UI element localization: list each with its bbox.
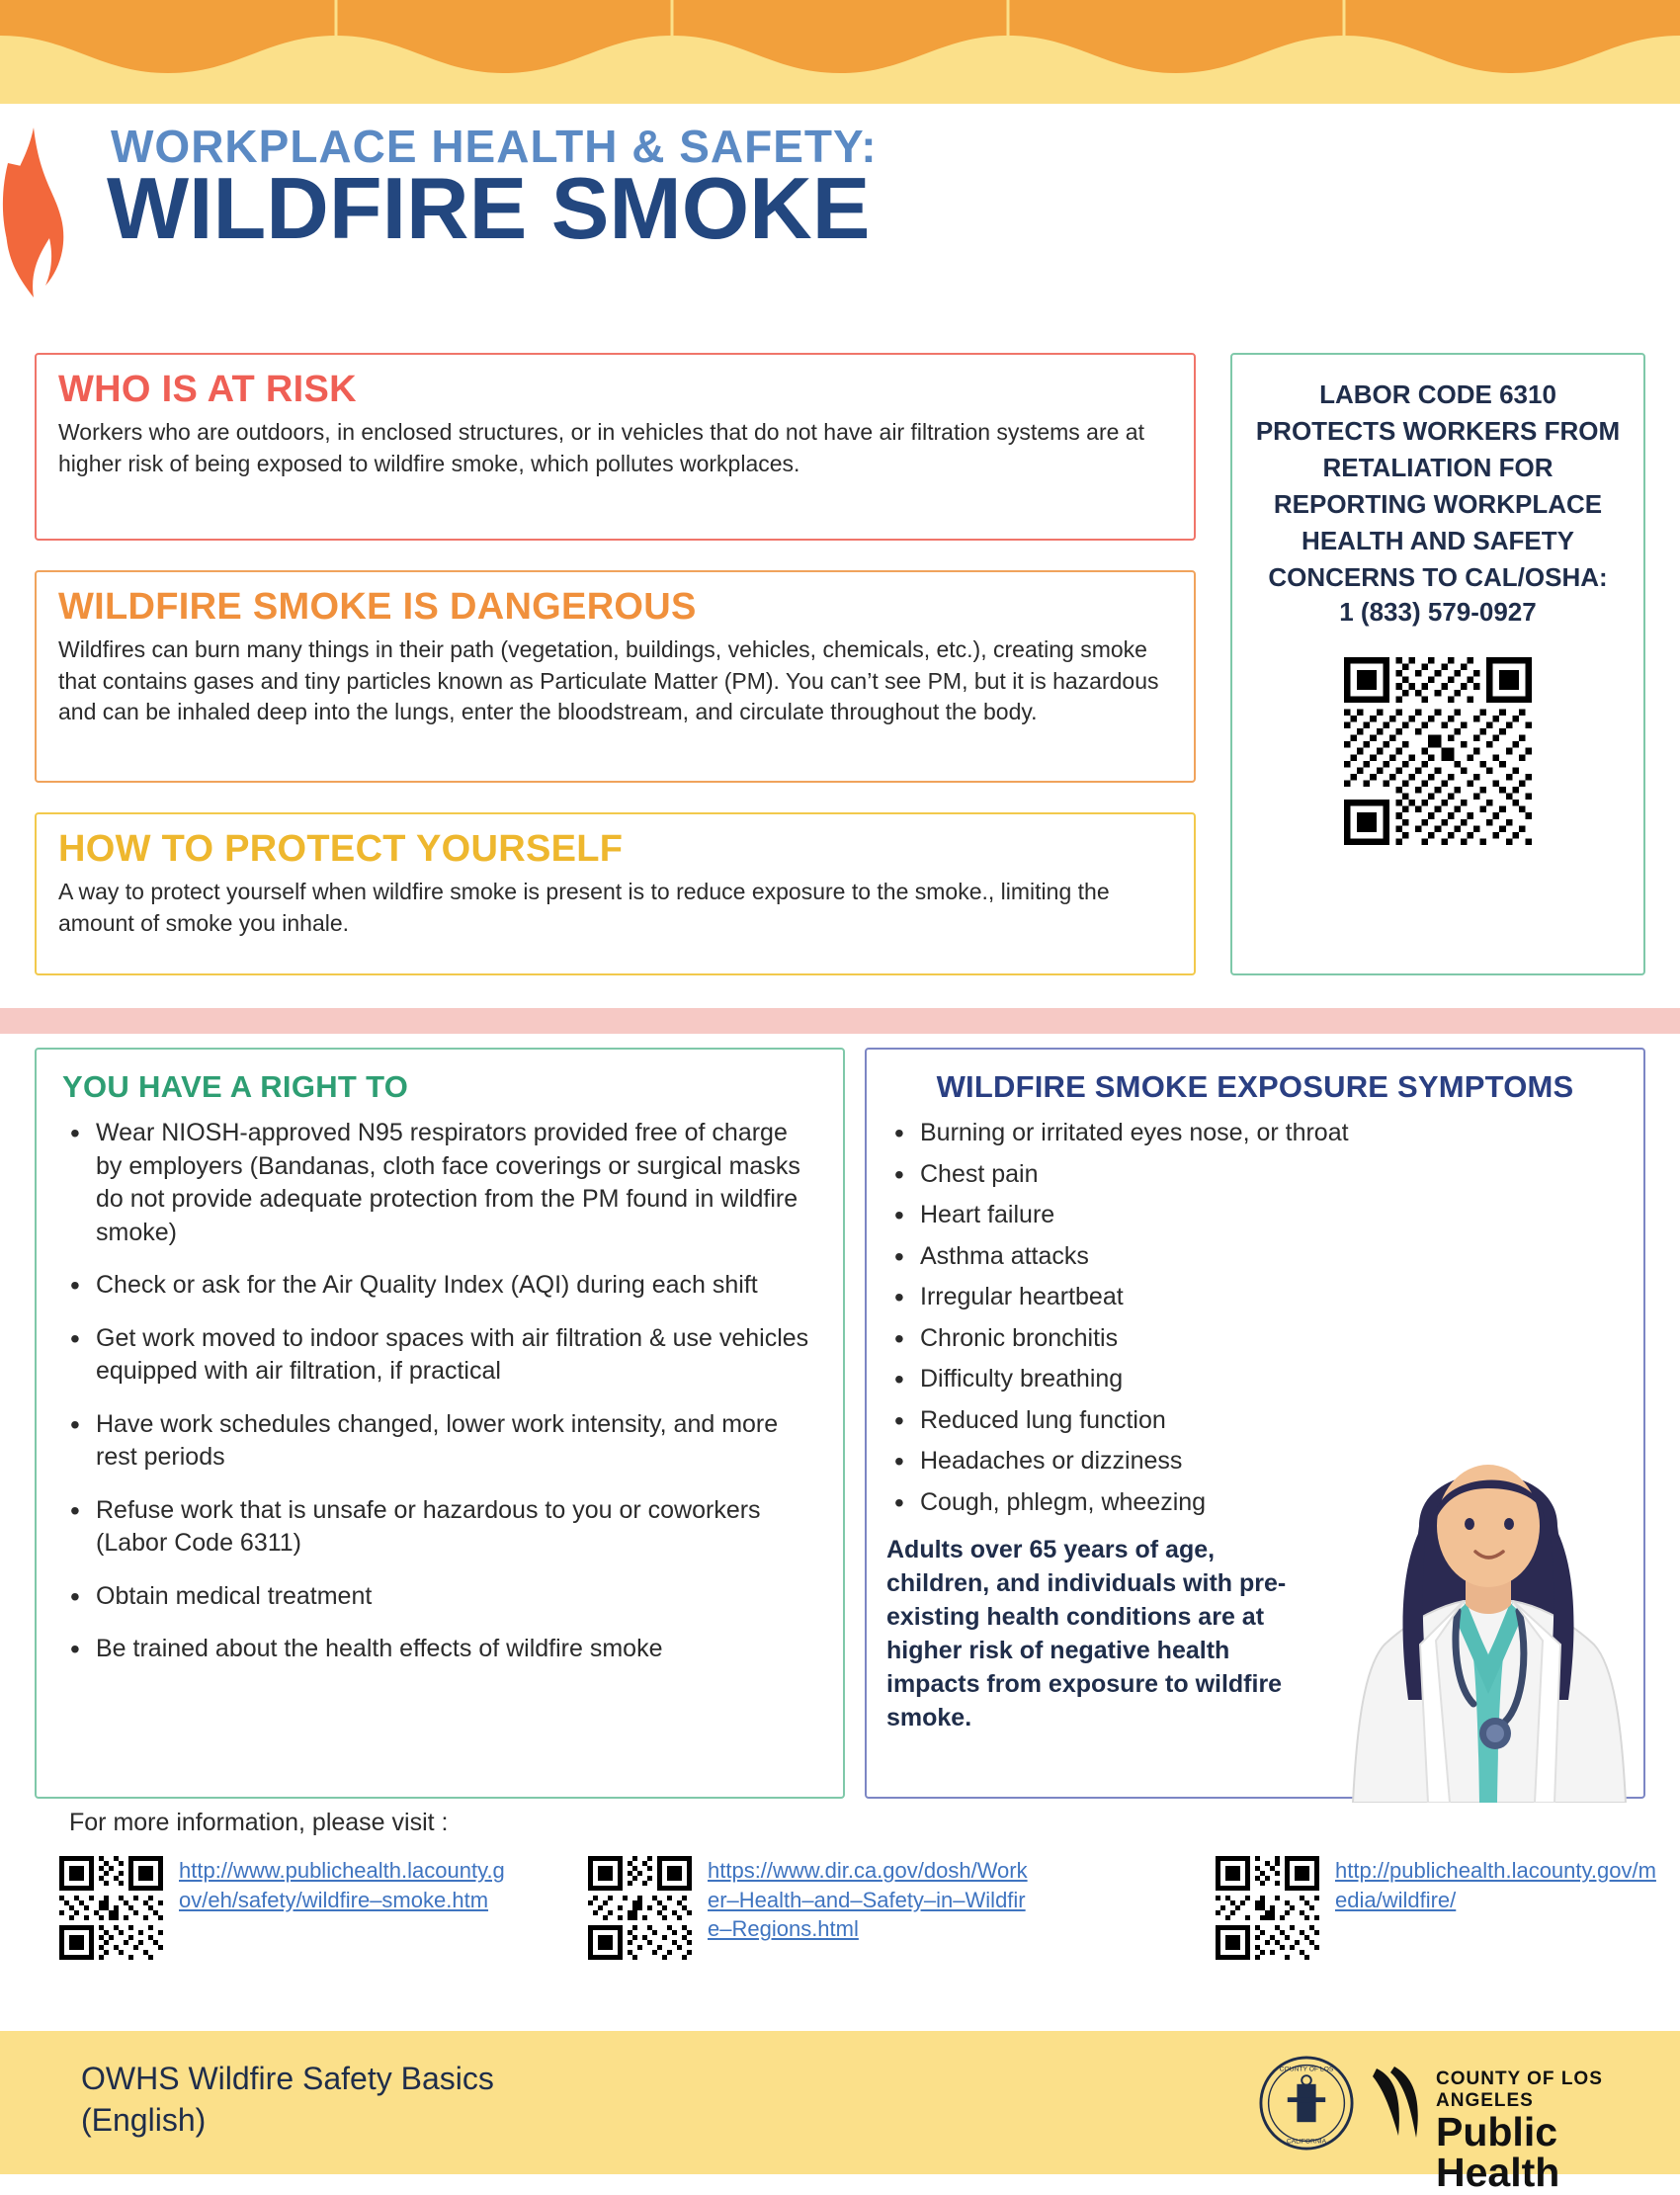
more-info-link-2[interactable] bbox=[588, 1856, 1034, 1960]
dangerous-heading: WILDFIRE SMOKE IS DANGEROUS bbox=[58, 586, 697, 628]
document-title-footer bbox=[81, 2059, 494, 2141]
labor-code-text: LABOR CODE 6310 PROTECTS WORKERS FROM RETALIATION FOR REPORTING WORKPLACE HEALTH AND SAFETY CONCERNS TO CAL/OSHA: bbox=[1255, 380, 1621, 592]
upper-content bbox=[0, 346, 1680, 1008]
footer-doc-title: OWHS Wildfire Safety Basics bbox=[81, 2061, 494, 2096]
list-item: • Have work schedules changed, lower work intensity, and more rest periods bbox=[62, 1408, 817, 1475]
list-item: • Check or ask for the Air Quality Index (AQI) during each shift bbox=[62, 1269, 817, 1303]
public-health-logo bbox=[1369, 2061, 1650, 2195]
rights-list bbox=[62, 1117, 817, 1666]
list-item: • Get work moved to indoor spaces with air filtration & use vehicles equipped with air filtration, if practical bbox=[62, 1322, 817, 1389]
decorative-wave-band bbox=[0, 0, 1680, 104]
list-item: • Be trained about the health effects of wildfire smoke bbox=[62, 1633, 817, 1666]
logo-public-health-text: Public Health bbox=[1436, 2109, 1560, 2195]
rights-heading: YOU HAVE A RIGHT TO bbox=[62, 1069, 409, 1104]
link-url[interactable]: http://publichealth.lacounty.gov/media/wildfire/ bbox=[1335, 1858, 1656, 1912]
dangerous-body: Wildfires can burn many things in their path (vegetation, buildings, vehicles, chemicals, etc.), creating smoke that contains gases and tiny particles known as Particulate Matter (PM). You can’t see PM, but it is hazardous and can be inhaled deep into the lungs, enter the bloodstream, and circulate throughout the body. bbox=[58, 636, 1159, 725]
section-how-to-protect-yourself bbox=[35, 812, 1196, 975]
wave-graphic bbox=[0, 0, 1680, 104]
who-is-at-risk-body: Workers who are outdoors, in enclosed structures, or in vehicles that do not have air filtration systems are at higher risk of being exposed to wildfire smoke, which pollutes workplaces. bbox=[58, 419, 1144, 476]
doctor-illustration bbox=[1325, 1407, 1651, 1803]
flame-icon bbox=[0, 124, 69, 351]
section-labor-code-6310 bbox=[1230, 353, 1645, 975]
labor-qr-container bbox=[1250, 657, 1626, 845]
qr-code-icon[interactable] bbox=[59, 1856, 163, 1960]
list-item: • Refuse work that is unsafe or hazardous to you or coworkers (Labor Code 6311) bbox=[62, 1494, 817, 1561]
qr-code-icon[interactable] bbox=[1216, 1856, 1319, 1960]
list-item: • Cough, phlegm, wheezing bbox=[886, 1486, 1624, 1520]
page-header bbox=[0, 104, 1680, 346]
logo-county-text: COUNTY OF LOS ANGELES bbox=[1436, 2068, 1603, 2111]
list-item: • Obtain medical treatment bbox=[62, 1580, 817, 1614]
svg-text:CALIFORNIA: CALIFORNIA bbox=[1286, 2138, 1327, 2146]
list-item: • Asthma attacks bbox=[886, 1240, 1624, 1274]
section-wildfire-smoke-exposure-symptoms bbox=[865, 1048, 1645, 1799]
more-information-section bbox=[0, 1809, 1680, 2016]
list-item: • Chronic bronchitis bbox=[886, 1322, 1624, 1356]
symptoms-heading: WILDFIRE SMOKE EXPOSURE SYMPTOMS bbox=[936, 1069, 1574, 1104]
list-item: • Difficulty breathing bbox=[886, 1363, 1624, 1396]
list-item: • Headaches or dizziness bbox=[886, 1445, 1624, 1478]
county-seal-icon bbox=[1259, 2056, 1354, 2151]
link-url[interactable]: https://www.dir.ca.gov/dosh/Worker–Health–and–Safety–in–Wildfire–Regions.html bbox=[708, 1858, 1028, 1942]
list-item: • Irregular heartbeat bbox=[886, 1281, 1624, 1314]
section-divider bbox=[0, 1008, 1680, 1034]
cal-osha-phone: 1 (833) 579-0927 bbox=[1339, 597, 1537, 628]
ph-mark-icon bbox=[1369, 2063, 1428, 2142]
svg-text:COUNTY OF LOS: COUNTY OF LOS bbox=[1279, 2066, 1334, 2073]
footer-language: (English) bbox=[81, 2101, 207, 2138]
qr-code-icon[interactable] bbox=[588, 1856, 692, 1960]
more-info-link-1[interactable] bbox=[59, 1856, 505, 1960]
list-item: • Reduced lung function bbox=[886, 1404, 1624, 1438]
page-kicker: WORKPLACE HEALTH & SAFETY: bbox=[111, 121, 878, 172]
page-footer bbox=[0, 2031, 1680, 2195]
section-wildfire-smoke-is-dangerous bbox=[35, 570, 1196, 783]
section-who-is-at-risk bbox=[35, 353, 1196, 541]
list-item: • Burning or irritated eyes nose, or throat bbox=[886, 1117, 1624, 1150]
section-you-have-a-right-to bbox=[35, 1048, 845, 1799]
qr-code-icon[interactable] bbox=[1344, 657, 1532, 845]
more-info-link-3[interactable] bbox=[1216, 1856, 1661, 1960]
list-item: • Heart failure bbox=[886, 1199, 1624, 1232]
page-title: WILDFIRE SMOKE bbox=[107, 159, 871, 257]
list-item: • Wear NIOSH-approved N95 respirators provided free of charge by employers (Bandanas, cloth face coverings or surgical masks do not provide adequate protection from the PM found in wildfire smoke) bbox=[62, 1117, 817, 1249]
link-url[interactable]: http://www.publichealth.lacounty.gov/eh/safety/wildfire–smoke.htm bbox=[179, 1858, 505, 1912]
symptoms-high-risk-note: Adults over 65 years of age, children, and individuals with pre-existing health conditions are at higher risk of negative health impacts from exposure to wildfire smoke. bbox=[886, 1536, 1287, 1731]
protect-body: A way to protect yourself when wildfire smoke is present is to reduce exposure to the smoke., limiting the amount of smoke you inhale. bbox=[58, 879, 1110, 936]
more-info-lead: For more information, please visit : bbox=[69, 1809, 449, 1836]
who-is-at-risk-heading: WHO IS AT RISK bbox=[58, 369, 357, 410]
protect-heading: HOW TO PROTECT YOURSELF bbox=[58, 828, 624, 870]
list-item: • Chest pain bbox=[886, 1158, 1624, 1192]
